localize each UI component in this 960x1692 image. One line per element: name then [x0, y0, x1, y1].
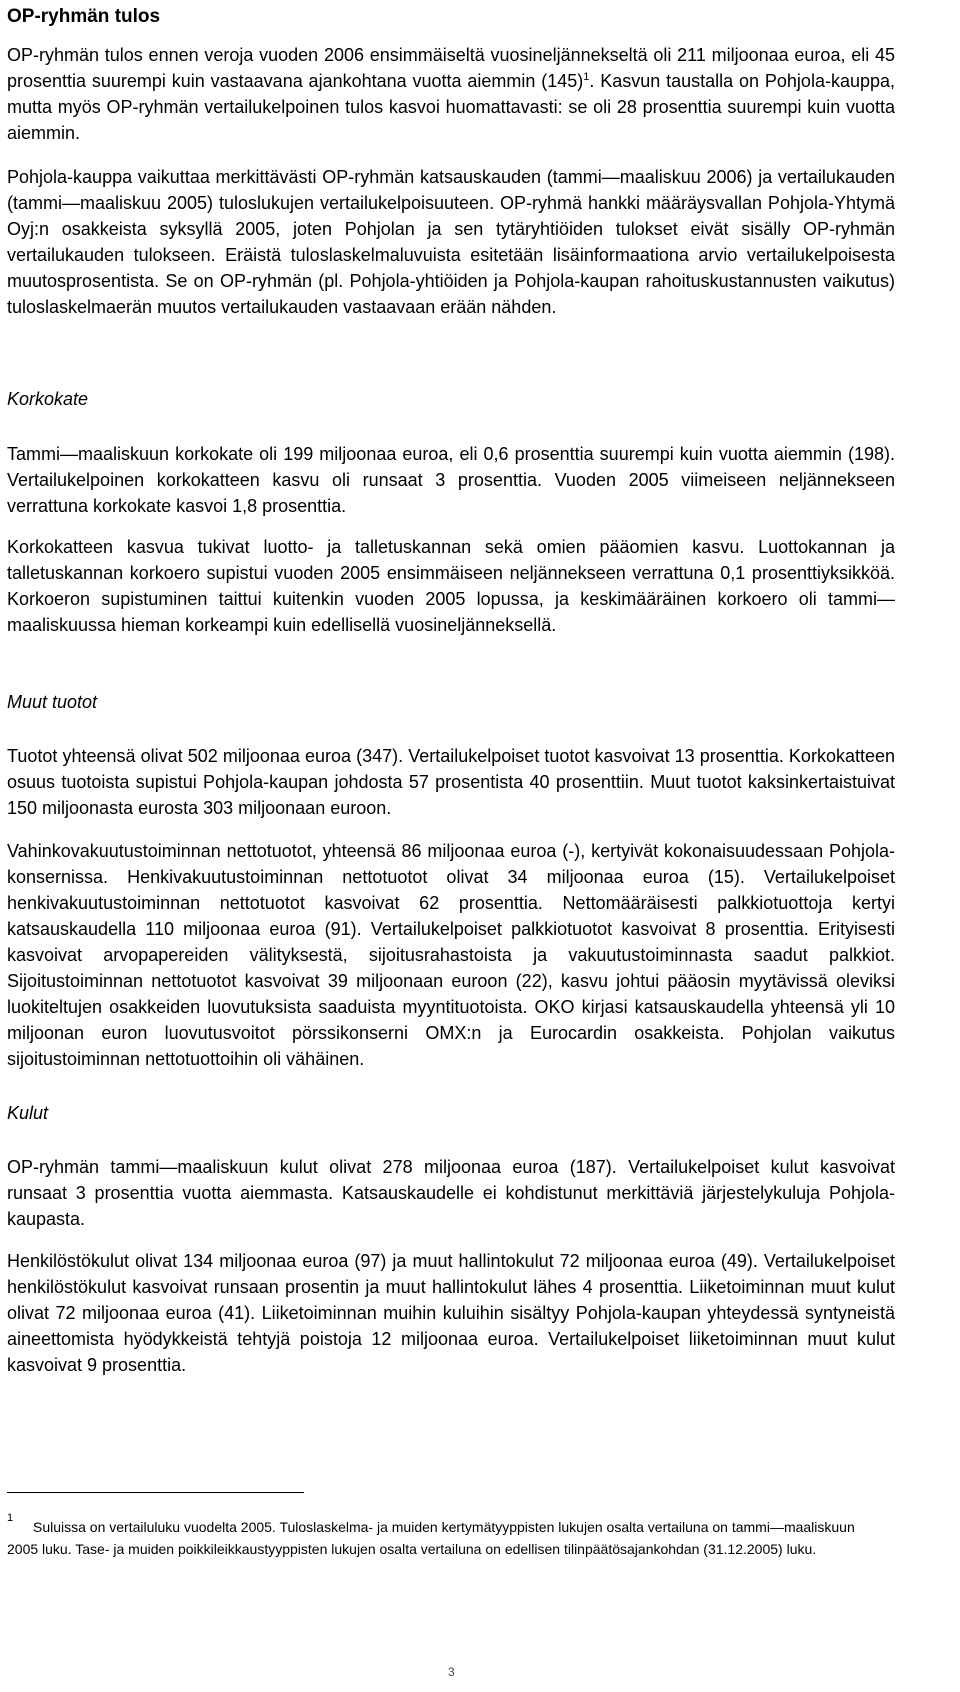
paragraph-korkoero: Korkokatteen kasvua tukivat luotto- ja talletuskannan sekä omien pääomien kasvu. Luottokannan ja talletuskannan korkoero supistui vuoden 2005 ensimmäiseen neljännekseen verrattuna 0,1 prosenttiyksikköä. Korkoeron supistuminen taittui kuitenkin vuoden 2005 lopussa, ja keskimääräinen korkoero oli tammi—maaliskuussa hieman korkeampi kuin edellisellä vuosineljänneksellä. [7, 537, 895, 635]
page-title: OP-ryhmän tulos [7, 6, 161, 27]
footnote-reference: 1 [583, 71, 590, 83]
paragraph-intro-text-a: OP-ryhmän tulos ennen veroja vuoden 2006 ensimmäiseltä vuosineljännekseltä oli 211 miljoonaa euroa, eli 45 prosenttia suurempi kuin vastaavana ajankohtana vuotta aiemmin (145) [7, 45, 895, 91]
paragraph-henkilostokulut: Henkilöstökulut olivat 134 miljoonaa euroa (97) ja muut hallintokulut 72 miljoonaa euroa (49). Vertailukelpoiset henkilöstökulut kasvoivat runsaan prosentin ja muut hallintokulut lähes 4 prosenttia. Liiketoiminnan muut kulut olivat 72 miljoonaa euroa (41). Liiketoiminnan muihin kuluihin sisältyy Pohjola-kaupan yhteydessä syntyneistä aineettomista hyödykkeistä tehtyjä poistoja 12 miljoonaa euroa. Vertailukelpoiset liiketoiminnan muut kulut kasvoivat 9 prosenttia. [7, 1251, 895, 1375]
paragraph-vakuutustoiminta: Vahinkovakuutustoiminnan nettotuotot, yhteensä 86 miljoonaa euroa (-), kertyivät kokonaisuudessaan Pohjola-konsernissa. Henkivakuutustoiminnan nettotuotot olivat 34 miljoonaa euroa (15). Vertailukelpoiset henkivakuutustoiminnan nettotuotot kasvoivat 62 prosenttia. Nettomääräisesti palkkiotuottoja kertyi katsauskaudella 110 miljoonaa euroa (91). Vertailukelpoiset palkkiotuotot kasvoivat 8 prosenttia. Erityisesti kasvoivat arvopapereiden välityksestä, sijoitusrahastoista ja vakuutustoiminnasta saadut palkkiot. Sijoitustoiminnan nettotuotot kasvoivat 39 miljoonaan euroon (22), kasvu johtui pääosin myytävissä oleviksi luokiteltujen osakkeiden luovutuksista saaduista myyntituotoista. OKO kirjasi katsauskaudella yhteensä yli 10 miljoonan euron luovutusvoitot pörssikonserni OMX:n ja Eurocardin osakkeista. Pohjolan vaikutus sijoitustoiminnan nettotuottoihin oli vähäinen. [7, 841, 895, 1069]
section-heading-korkokate: Korkokate [7, 389, 89, 409]
paragraph-intro [7, 42, 895, 146]
page-number: 3 [448, 1665, 455, 1679]
paragraph-pohjola-kauppa: Pohjola-kauppa vaikuttaa merkittävästi OP-ryhmän katsauskauden (tammi—maaliskuu 2006) ja vertailukauden (tammi—maaliskuu 2005) tuloslukujen vertailukelpoisuuteen. OP-ryhmä hankki määräysvallan Pohjola-Yhtymä Oyj:n osakkeista syksyllä 2005, joten Pohjolan ja sen tytäryhtiöiden tulokset eivät sisälly OP-ryhmän vertailukauden tulokseen. Eräistä tuloslaskelmaluvuista esitetään lisäinformaationa arvio vertailukelpoisesta muutosprosentista. Se on OP-ryhmän (pl. Pohjola-yhtiöiden ja Pohjola-kaupan rahoituskustannusten vaikutus) tuloslaskelmaerän muutos vertailukauden vastaavaan erään nähden. [7, 167, 895, 317]
footnote-divider [7, 1492, 304, 1493]
section-heading-muut-tuotot: Muut tuotot [7, 692, 98, 712]
paragraph-kulut: OP-ryhmän tammi—maaliskuun kulut olivat 278 miljoonaa euroa (187). Vertailukelpoiset kulut kasvoivat runsaat 3 prosenttia vuotta aiemmasta. Katsauskaudelle ei kohdistunut merkittäviä järjestelykuluja Pohjola-kaupasta. [7, 1157, 895, 1229]
section-heading-kulut: Kulut [7, 1103, 49, 1123]
paragraph-tuotot: Tuotot yhteensä olivat 502 miljoonaa euroa (347). Vertailukelpoiset tuotot kasvoivat 13 prosenttia. Korkokatteen osuus tuotoista supistui Pohjola-kaupan johdosta 57 prosentista 40 prosenttiin. Muut tuotot kaksinkertaistuivat 150 miljoonasta eurosta 303 miljoonaan euroon. [7, 746, 895, 818]
paragraph-intro-text-b: . Kasvun taustalla on Pohjola-kauppa, mutta myös OP-ryhmän vertailukelpoinen tulos kasvoi huomattavasti: se oli 28 prosenttia suurempi kuin vuotta aiemmin. [7, 71, 896, 143]
footnote-mark: 1 [7, 1512, 14, 1524]
paragraph-korkokate: Tammi—maaliskuun korkokate oli 199 miljoonaa euroa, eli 0,6 prosenttia suurempi kuin vuotta aiemmin (198). Vertailukelpoinen korkokatteen kasvu oli runsaat 3 prosenttia. Vuoden 2005 viimeiseen neljännekseen verrattuna korkokate kasvoi 1,8 prosenttia. [7, 444, 895, 516]
footnote-text: Suluissa on vertailuluku vuodelta 2005. Tuloslaskelma- ja muiden kertymätyyppisten lukujen osalta vertailuna on tammi—maaliskuun 2005 luku. Tase- ja muiden poikkileikkaustyyppisten lukujen osalta vertailuna on edellisen tilinpäätösajankohdan (31.12.2005) luku. [7, 1519, 855, 1557]
